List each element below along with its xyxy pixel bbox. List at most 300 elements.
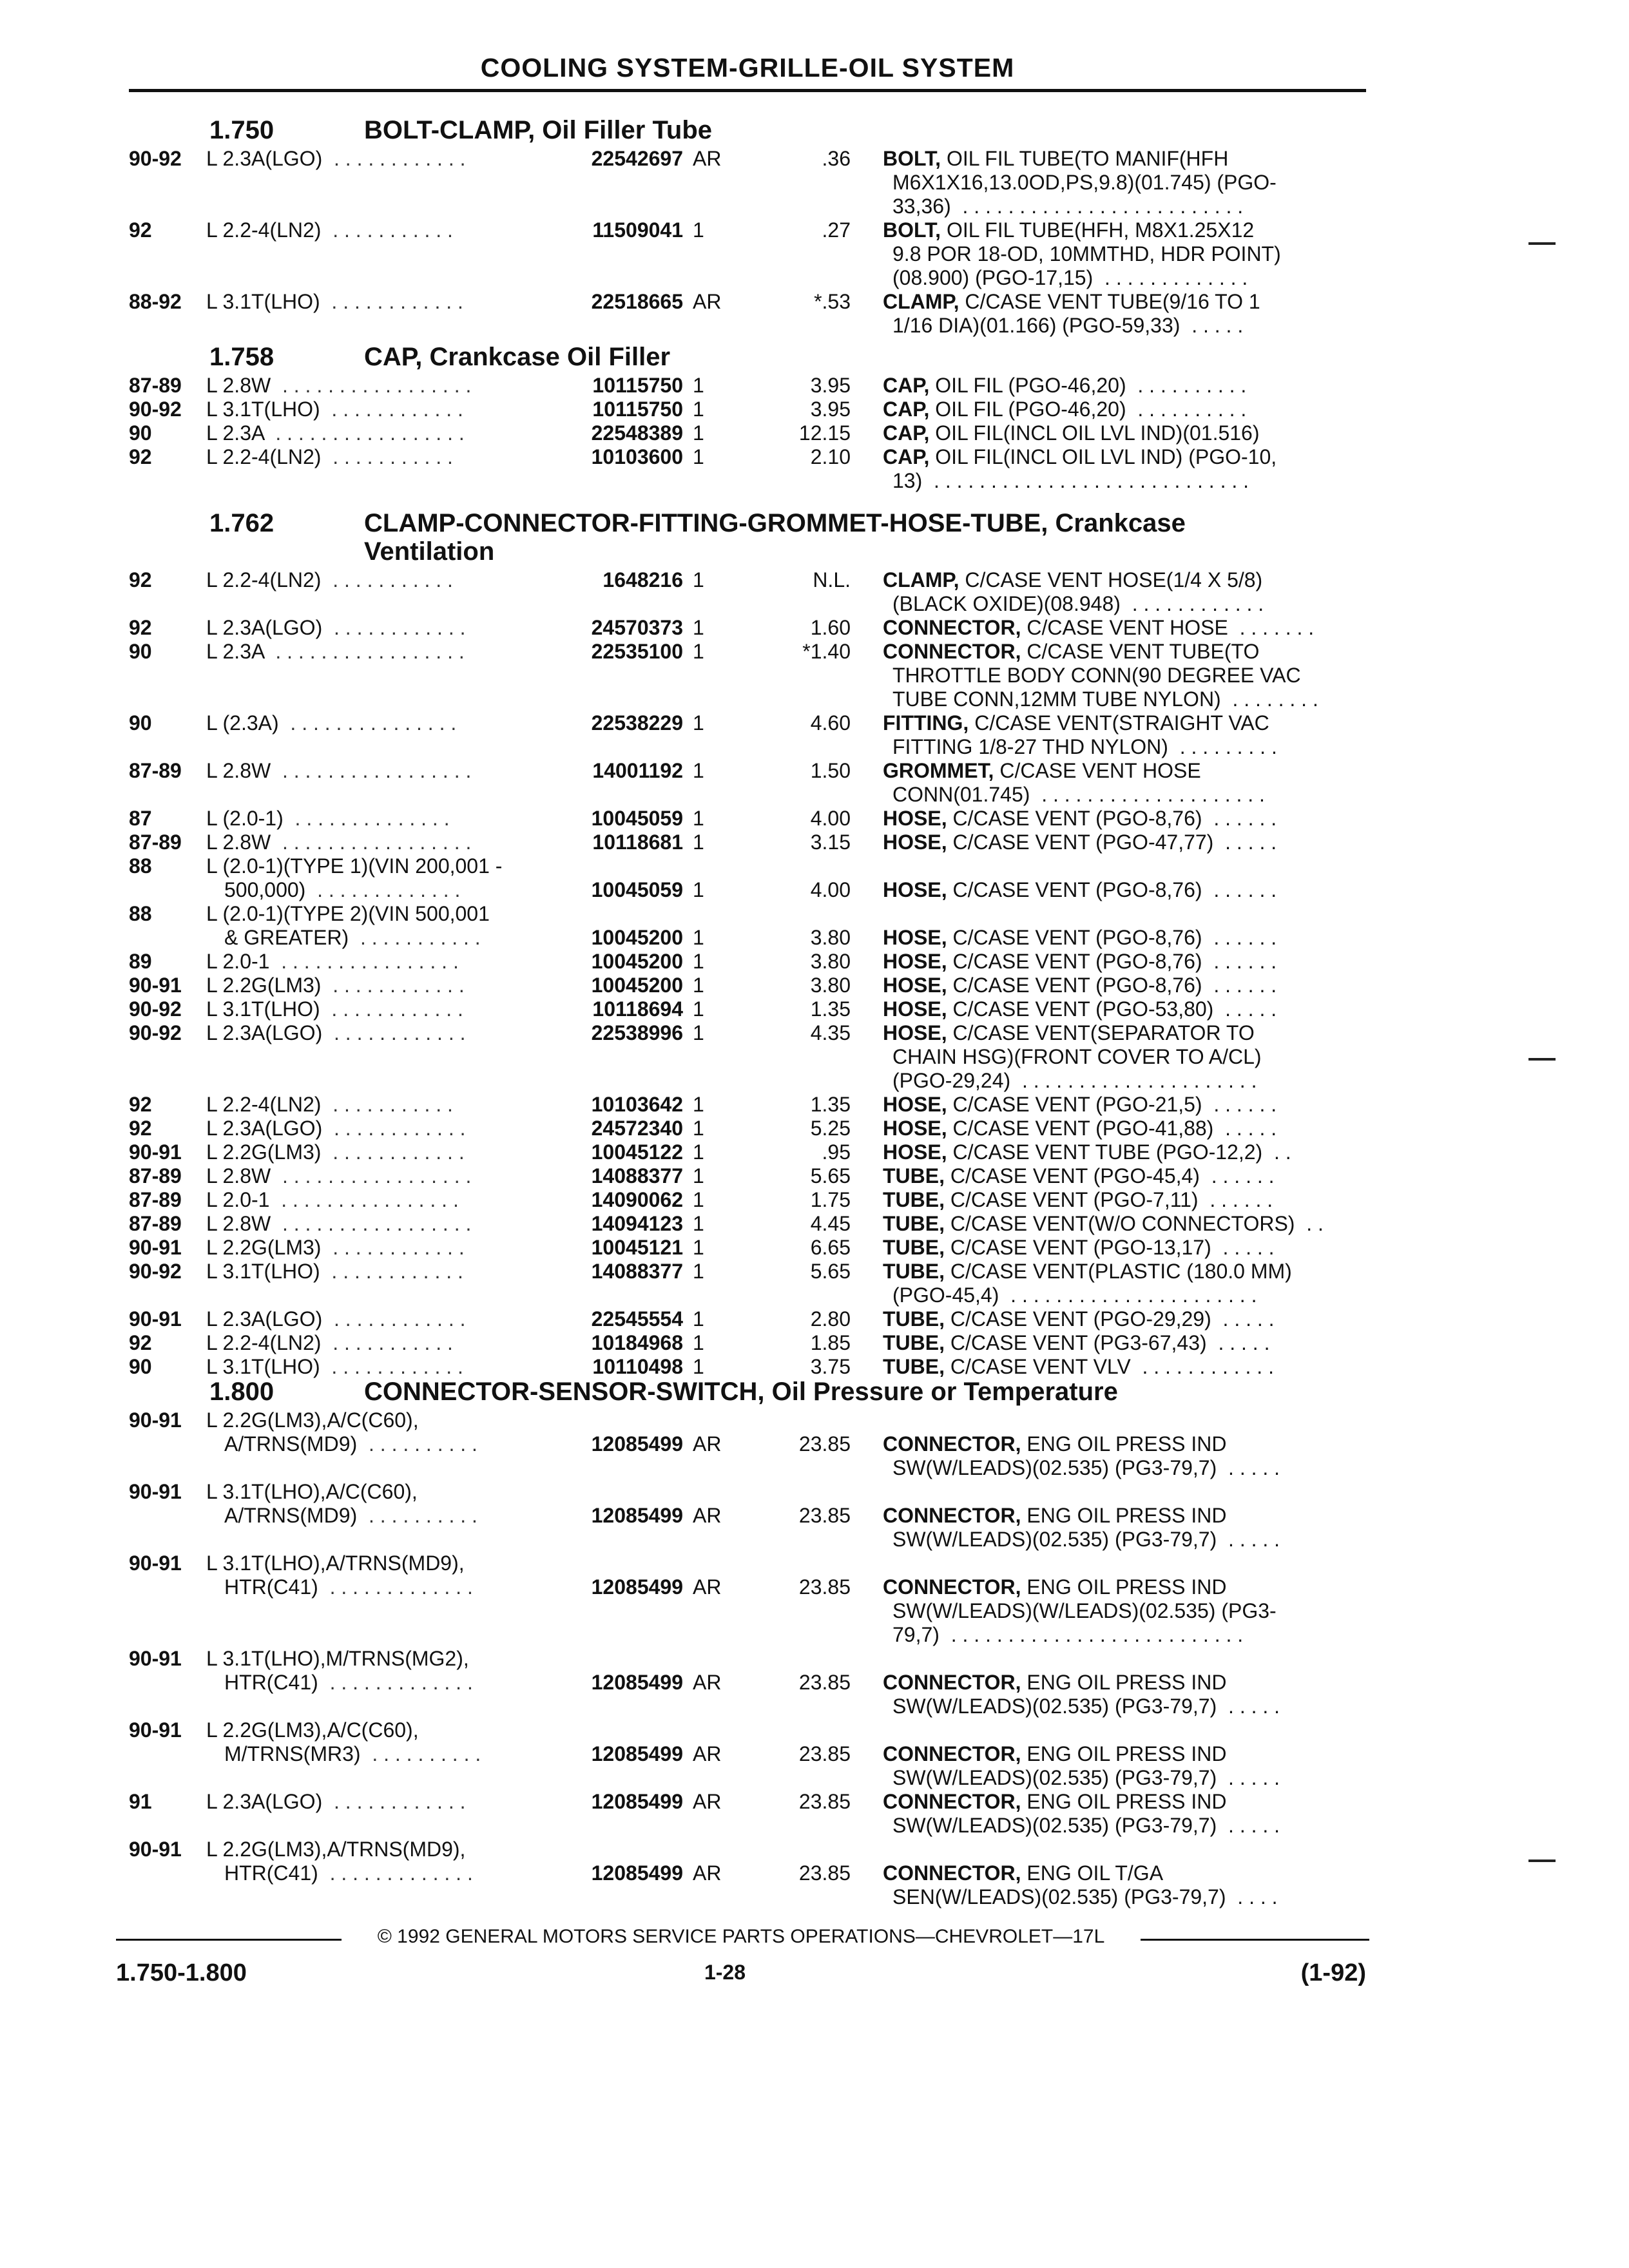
leader-dots: . . . . . bbox=[1213, 997, 1277, 1021]
part-description bbox=[883, 974, 1350, 997]
part-name: CAP, bbox=[883, 421, 930, 445]
description-line bbox=[883, 1140, 1350, 1164]
description-line bbox=[883, 711, 1350, 735]
section-number: 1.800 bbox=[209, 1378, 275, 1406]
quantity: 1 bbox=[693, 759, 704, 782]
part-number: 10045059 bbox=[591, 878, 683, 901]
part-detail: ENG OIL PRESS IND bbox=[1021, 1575, 1227, 1599]
part-number: 12085499 bbox=[591, 1575, 683, 1599]
leader-dots: . . . . . . . . . . . . . . bbox=[283, 807, 450, 830]
description-line bbox=[883, 1790, 1350, 1814]
part-row bbox=[0, 1117, 1629, 1140]
part-row bbox=[0, 1647, 1629, 1718]
price: N.L. bbox=[813, 568, 851, 591]
part-description bbox=[883, 1504, 1350, 1552]
part-row bbox=[0, 218, 1629, 290]
application bbox=[206, 974, 554, 997]
price: 4.00 bbox=[810, 807, 851, 830]
leader-dots: . . . . . . . . . . . . bbox=[322, 1790, 466, 1813]
application-line: HTR(C41) bbox=[224, 1861, 318, 1885]
quantity: 1 bbox=[693, 807, 704, 830]
leader-dots: . . . . . . . . . . . . . . . . . . . . . . bbox=[999, 1283, 1257, 1307]
part-name: HOSE, bbox=[883, 831, 947, 854]
part-name: TUBE, bbox=[883, 1212, 945, 1235]
part-description bbox=[883, 950, 1350, 974]
price: 23.85 bbox=[798, 1861, 851, 1885]
leader-dots: . . . . . . . . . . . bbox=[321, 218, 453, 242]
description-line bbox=[883, 1885, 1350, 1909]
application bbox=[206, 759, 554, 783]
part-name: FITTING, bbox=[883, 711, 969, 735]
description-line bbox=[883, 218, 1350, 242]
model-years: 92 bbox=[129, 445, 152, 468]
part-description bbox=[883, 640, 1350, 711]
quantity: 1 bbox=[693, 1164, 704, 1187]
part-name: GROMMET, bbox=[883, 759, 994, 782]
model-years: 87-89 bbox=[129, 1164, 182, 1187]
leader-dots: . . . . . . . . . . . . . . . . . bbox=[264, 640, 465, 663]
application-line: L (2.3A) bbox=[206, 711, 279, 735]
part-name: CONNECTOR, bbox=[883, 1790, 1021, 1813]
leader-dots: . . . . . . . . . . . . bbox=[321, 974, 465, 997]
description-line bbox=[883, 1742, 1350, 1766]
leader-dots: . . . . . bbox=[1217, 1695, 1280, 1718]
model-years: 88 bbox=[129, 902, 152, 925]
application-line: L 2.0-1 bbox=[206, 1188, 270, 1211]
model-years: 90-91 bbox=[129, 1552, 182, 1575]
quantity: 1 bbox=[693, 831, 704, 854]
application bbox=[206, 616, 554, 640]
model-years: 92 bbox=[129, 568, 152, 591]
part-name: BOLT, bbox=[883, 218, 941, 242]
application-line: 500,000) bbox=[224, 878, 306, 901]
part-name: TUBE, bbox=[883, 1236, 945, 1259]
part-row bbox=[0, 1718, 1629, 1789]
part-name: CONNECTOR, bbox=[883, 616, 1021, 639]
price: 1.85 bbox=[810, 1331, 851, 1354]
quantity: 1 bbox=[693, 1021, 704, 1044]
part-detail: OIL FIL(INCL OIL LVL IND) (PGO-10, bbox=[929, 445, 1277, 468]
part-description bbox=[883, 1861, 1350, 1909]
part-number: 10103600 bbox=[591, 445, 683, 468]
price: 4.35 bbox=[810, 1021, 851, 1044]
part-detail: OIL FIL (PGO-46,20) bbox=[929, 398, 1126, 421]
leader-dots: . . . . . . . . . . bbox=[357, 1504, 477, 1527]
part-row bbox=[0, 1164, 1629, 1188]
part-number: 10045200 bbox=[591, 926, 683, 949]
part-detail: C/CASE VENT (PGO-13,17) bbox=[945, 1236, 1211, 1259]
application-line: L 3.1T(LHO),A/TRNS(MD9), bbox=[206, 1552, 465, 1575]
part-description bbox=[883, 616, 1350, 640]
leader-dots: . . . . . . . . . . . . bbox=[322, 1307, 466, 1331]
leader-dots: . . . . . . . . . . . . . . . . . . . . . . . . . bbox=[950, 195, 1244, 218]
description-line bbox=[883, 1307, 1350, 1331]
leader-dots: . . . . . bbox=[1180, 314, 1244, 337]
description-line bbox=[883, 314, 1350, 338]
part-detail: ENG OIL T/GA bbox=[1021, 1861, 1164, 1885]
application-line: L 2.8W bbox=[206, 374, 271, 397]
model-years: 90 bbox=[129, 640, 152, 663]
part-detail: C/CASE VENT(PLASTIC (180.0 MM) bbox=[945, 1260, 1292, 1283]
part-name: HOSE, bbox=[883, 1117, 947, 1140]
part-row bbox=[0, 421, 1629, 445]
quantity: 1 bbox=[693, 1140, 704, 1164]
part-row bbox=[0, 997, 1629, 1021]
leader-dots: . . . . . . bbox=[1202, 1093, 1277, 1116]
leader-dots: . . . . . . bbox=[1202, 974, 1277, 997]
leader-dots: . . . . . . . . . . . . . . . . . bbox=[271, 374, 472, 397]
price: 4.00 bbox=[810, 878, 851, 901]
model-years: 90-91 bbox=[129, 974, 182, 997]
quantity: 1 bbox=[693, 398, 704, 421]
part-row bbox=[0, 568, 1629, 616]
leader-dots: . . . . . . . . . . . . . bbox=[318, 1575, 473, 1599]
part-name: HOSE, bbox=[883, 974, 947, 997]
leader-dots: . . . . . . . . . . . . bbox=[322, 616, 466, 639]
section-title-line: Ventilation bbox=[364, 537, 495, 566]
application bbox=[206, 1021, 554, 1045]
part-number: 22538996 bbox=[591, 1021, 683, 1044]
part-row bbox=[0, 616, 1629, 640]
leader-dots: . . . . . bbox=[1211, 1236, 1275, 1259]
part-detail: C/CASE VENT HOSE bbox=[994, 759, 1201, 782]
description-line bbox=[883, 1212, 1350, 1236]
application-line: L 3.1T(LHO),M/TRNS(MG2), bbox=[206, 1647, 469, 1670]
price: 1.60 bbox=[810, 616, 851, 639]
part-row bbox=[0, 1355, 1629, 1379]
margin-mark bbox=[1528, 1058, 1556, 1061]
quantity: 1 bbox=[693, 1307, 704, 1331]
part-detail: C/CASE VENT (PGO-8,76) bbox=[947, 878, 1202, 901]
application-line: L (2.0-1)(TYPE 2)(VIN 500,001 bbox=[206, 902, 490, 925]
part-detail: CONN(01.745) bbox=[892, 783, 1030, 806]
quantity: 1 bbox=[693, 421, 704, 445]
application bbox=[206, 1790, 554, 1814]
quantity: 1 bbox=[693, 1236, 704, 1259]
part-number: 10045121 bbox=[591, 1236, 683, 1259]
quantity: AR bbox=[693, 1504, 722, 1527]
part-row bbox=[0, 1260, 1629, 1307]
part-detail: ENG OIL PRESS IND bbox=[1021, 1671, 1227, 1694]
part-detail: C/CASE VENT HOSE(1/4 X 5/8) bbox=[959, 568, 1263, 591]
leader-dots: . . . . . . . . . . . . bbox=[322, 1117, 466, 1140]
leader-dots: . . . . . . . . . . . . bbox=[320, 1355, 463, 1378]
part-detail: C/CASE VENT (PG3-67,43) bbox=[945, 1331, 1207, 1354]
model-years: 87-89 bbox=[129, 1212, 182, 1235]
price: .95 bbox=[822, 1140, 851, 1164]
leader-dots: . . . . . . . . . . . . . bbox=[1093, 266, 1248, 289]
price: 23.85 bbox=[798, 1742, 851, 1765]
leader-dots: . . . . . . bbox=[1202, 878, 1277, 901]
section-title-line: CLAMP-CONNECTOR-FITTING-GROMMET-HOSE-TUBE, Crankcase bbox=[364, 509, 1186, 537]
leader-dots: . . . . . . . . . . . . . . . . . bbox=[271, 759, 472, 782]
leader-dots: . . . . . . . bbox=[1228, 616, 1315, 639]
part-description bbox=[883, 1212, 1350, 1236]
description-line bbox=[883, 1283, 1350, 1307]
part-detail: C/CASE VENT (PGO-47,77) bbox=[947, 831, 1214, 854]
part-description bbox=[883, 711, 1350, 759]
price: 3.75 bbox=[810, 1355, 851, 1378]
application-line: L 2.8W bbox=[206, 1164, 271, 1187]
quantity: AR bbox=[693, 1742, 722, 1765]
description-line bbox=[883, 445, 1350, 469]
quantity: 1 bbox=[693, 374, 704, 397]
leader-dots: . . . . . . . . . . . . . . . bbox=[278, 711, 457, 735]
application-line: L 2.2G(LM3),A/TRNS(MD9), bbox=[206, 1838, 466, 1861]
price: 1.75 bbox=[810, 1188, 851, 1211]
price: 3.95 bbox=[810, 398, 851, 421]
model-years: 90-92 bbox=[129, 398, 182, 421]
section-title bbox=[364, 1378, 1369, 1406]
leader-dots: . . . . . . . . . . . . bbox=[1120, 592, 1264, 615]
description-line bbox=[883, 1861, 1350, 1885]
part-number: 10118694 bbox=[592, 997, 683, 1021]
application bbox=[206, 1331, 554, 1355]
quantity: 1 bbox=[693, 974, 704, 997]
part-detail: SW(W/LEADS)(02.535) (PG3-79,7) bbox=[892, 1766, 1217, 1789]
application-line: L 2.3A(LGO) bbox=[206, 1117, 323, 1140]
application-line: L 2.3A(LGO) bbox=[206, 616, 323, 639]
model-years: 90-91 bbox=[129, 1647, 182, 1670]
leader-dots: . . . . . . . . . . . bbox=[321, 568, 453, 591]
part-detail: 79,7) bbox=[892, 1623, 940, 1646]
price: 5.65 bbox=[810, 1260, 851, 1283]
description-line bbox=[883, 290, 1350, 314]
model-years: 90-92 bbox=[129, 1021, 182, 1044]
application bbox=[206, 1117, 554, 1140]
application bbox=[206, 1307, 554, 1331]
part-detail: ENG OIL PRESS IND bbox=[1021, 1790, 1227, 1813]
model-years: 92 bbox=[129, 616, 152, 639]
application-line: L 2.3A(LGO) bbox=[206, 1307, 323, 1331]
part-detail: ENG OIL PRESS IND bbox=[1021, 1504, 1227, 1527]
description-line bbox=[883, 878, 1350, 902]
footer-rule-left bbox=[116, 1939, 342, 1941]
part-description bbox=[883, 374, 1350, 398]
application bbox=[206, 711, 554, 735]
part-detail: (BLACK OXIDE)(08.948) bbox=[892, 592, 1121, 615]
part-description bbox=[883, 759, 1350, 807]
part-row bbox=[0, 711, 1629, 759]
quantity: 1 bbox=[693, 218, 704, 242]
part-number: 10115750 bbox=[592, 398, 683, 421]
description-line bbox=[883, 1432, 1350, 1456]
quantity: 1 bbox=[693, 1355, 704, 1378]
part-name: HOSE, bbox=[883, 807, 947, 830]
part-detail: OIL FIL(INCL OIL LVL IND)(01.516) bbox=[929, 421, 1260, 445]
section-number: 1.750 bbox=[209, 116, 275, 144]
application-line: L 2.3A(LGO) bbox=[206, 147, 323, 170]
part-name: CAP, bbox=[883, 398, 930, 421]
description-line bbox=[883, 1695, 1350, 1718]
price: 3.80 bbox=[810, 926, 851, 949]
section-range: 1.750-1.800 bbox=[116, 1959, 247, 1986]
part-number: 10118681 bbox=[592, 831, 683, 854]
leader-dots: . . . . . . . . . . . . bbox=[320, 1260, 463, 1283]
part-detail: C/CASE VENT VLV bbox=[945, 1355, 1131, 1378]
part-name: HOSE, bbox=[883, 950, 947, 973]
leader-dots: . . . . . . . . . . . . bbox=[1130, 1355, 1274, 1378]
application-line: M/TRNS(MR3) bbox=[224, 1742, 361, 1765]
part-description bbox=[883, 1117, 1350, 1140]
model-years: 92 bbox=[129, 218, 152, 242]
quantity: 1 bbox=[693, 926, 704, 949]
part-row bbox=[0, 1408, 1629, 1479]
application bbox=[206, 1188, 554, 1212]
part-row bbox=[0, 950, 1629, 974]
application bbox=[206, 1260, 554, 1283]
part-name: TUBE, bbox=[883, 1355, 945, 1378]
price: 23.85 bbox=[798, 1575, 851, 1599]
description-line bbox=[883, 171, 1350, 195]
part-description bbox=[883, 1093, 1350, 1117]
part-description bbox=[883, 1307, 1350, 1331]
leader-dots: . . . . . . bbox=[1199, 1164, 1275, 1187]
quantity: AR bbox=[693, 147, 722, 170]
leader-dots: . . . . . . . . . . . bbox=[349, 926, 481, 949]
part-detail: 9.8 POR 18-OD, 10MMTHD, HDR POINT) bbox=[892, 242, 1281, 265]
model-years: 90-92 bbox=[129, 997, 182, 1021]
application-line: A/TRNS(MD9) bbox=[224, 1504, 358, 1527]
page-number: 1-28 bbox=[704, 1961, 746, 1984]
part-row bbox=[0, 290, 1629, 338]
description-line bbox=[883, 807, 1350, 831]
part-name: HOSE, bbox=[883, 997, 947, 1021]
quantity: 1 bbox=[693, 1093, 704, 1116]
part-row bbox=[0, 640, 1629, 711]
part-detail: C/CASE VENT (PGO-29,29) bbox=[945, 1307, 1211, 1331]
application-line: L 3.1T(LHO) bbox=[206, 290, 320, 313]
part-detail: FITTING 1/8-27 THD NYLON) bbox=[892, 735, 1168, 758]
leader-dots: . . . . . . . . . . . bbox=[321, 445, 453, 468]
leader-dots: . . . . . . . . . . . . . . . . . bbox=[271, 1212, 472, 1235]
part-description bbox=[883, 1260, 1350, 1307]
part-detail: ENG OIL PRESS IND bbox=[1021, 1432, 1227, 1456]
application-line: L 3.1T(LHO) bbox=[206, 1260, 320, 1283]
part-detail: THROTTLE BODY CONN(90 DEGREE VAC bbox=[892, 664, 1301, 687]
application-line: L 2.2G(LM3) bbox=[206, 1140, 322, 1164]
model-years: 90-92 bbox=[129, 1260, 182, 1283]
part-row bbox=[0, 854, 1629, 902]
application bbox=[206, 1552, 554, 1599]
part-name: HOSE, bbox=[883, 878, 947, 901]
part-description bbox=[883, 290, 1350, 338]
part-detail: SW(W/LEADS)(02.535) (PG3-79,7) bbox=[892, 1456, 1217, 1479]
part-name: CONNECTOR, bbox=[883, 640, 1021, 663]
description-line bbox=[883, 640, 1350, 664]
leader-dots: . . . . . . . . . . . . bbox=[320, 997, 463, 1021]
model-years: 87-89 bbox=[129, 759, 182, 782]
description-line bbox=[883, 1093, 1350, 1117]
part-row bbox=[0, 374, 1629, 398]
part-detail: ENG OIL PRESS IND bbox=[1021, 1742, 1227, 1765]
part-row bbox=[0, 1093, 1629, 1117]
model-years: 88 bbox=[129, 854, 152, 878]
part-detail: 33,36) bbox=[892, 195, 951, 218]
application bbox=[206, 421, 554, 445]
description-line bbox=[883, 1766, 1350, 1790]
application bbox=[206, 1838, 554, 1885]
section-title-line: BOLT-CLAMP, Oil Filler Tube bbox=[364, 116, 713, 144]
part-number: 14088377 bbox=[591, 1260, 683, 1283]
application-line: L 2.2-4(LN2) bbox=[206, 445, 322, 468]
description-line bbox=[883, 1814, 1350, 1838]
description-line bbox=[883, 759, 1350, 783]
part-name: HOSE, bbox=[883, 1021, 947, 1044]
application bbox=[206, 398, 554, 421]
part-detail: C/CASE VENT (PGO-41,88) bbox=[947, 1117, 1214, 1140]
application bbox=[206, 950, 554, 974]
description-line bbox=[883, 664, 1350, 687]
section-title-line: CONNECTOR-SENSOR-SWITCH, Oil Pressure or Temperature bbox=[364, 1378, 1118, 1406]
part-number: 22548389 bbox=[591, 421, 683, 445]
application bbox=[206, 1236, 554, 1260]
part-detail: CHAIN HSG)(FRONT COVER TO A/CL) bbox=[892, 1045, 1262, 1068]
section-title bbox=[364, 509, 1369, 566]
part-name: TUBE, bbox=[883, 1260, 945, 1283]
part-name: CONNECTOR, bbox=[883, 1671, 1021, 1694]
part-name: CLAMP, bbox=[883, 568, 959, 591]
part-name: CONNECTOR, bbox=[883, 1575, 1021, 1599]
description-line bbox=[883, 1021, 1350, 1045]
part-number: 14094123 bbox=[591, 1212, 683, 1235]
description-line bbox=[883, 950, 1350, 974]
price: 3.15 bbox=[810, 831, 851, 854]
application-line: L 3.1T(LHO) bbox=[206, 1355, 320, 1378]
part-number: 24570373 bbox=[591, 616, 683, 639]
part-description bbox=[883, 1671, 1350, 1718]
part-number: 14090062 bbox=[591, 1188, 683, 1211]
application bbox=[206, 1647, 554, 1695]
model-years: 92 bbox=[129, 1331, 152, 1354]
description-line bbox=[883, 735, 1350, 759]
part-detail: 13) bbox=[892, 469, 923, 492]
part-name: CAP, bbox=[883, 374, 930, 397]
application-line: L 2.2-4(LN2) bbox=[206, 218, 322, 242]
part-description bbox=[883, 1188, 1350, 1212]
part-detail: M6X1X16,13.0OD,PS,9.8)(01.745) (PGO- bbox=[892, 171, 1277, 194]
model-years: 87-89 bbox=[129, 374, 182, 397]
part-row bbox=[0, 398, 1629, 421]
description-line bbox=[883, 1671, 1350, 1695]
application bbox=[206, 1140, 554, 1164]
part-detail: C/CASE VENT (PGO-8,76) bbox=[947, 950, 1202, 973]
application-line: L 2.8W bbox=[206, 1212, 271, 1235]
price: 3.95 bbox=[810, 374, 851, 397]
application-line: L (2.0-1)(TYPE 1)(VIN 200,001 - bbox=[206, 854, 503, 878]
model-years: 90-91 bbox=[129, 1236, 182, 1259]
price: 23.85 bbox=[798, 1790, 851, 1813]
leader-dots: . . . . . . bbox=[1202, 950, 1277, 973]
page-title: COOLING SYSTEM-GRILLE-OIL SYSTEM bbox=[480, 53, 1015, 82]
part-row bbox=[0, 445, 1629, 493]
part-detail: C/CASE VENT TUBE(TO bbox=[1021, 640, 1260, 663]
part-row bbox=[0, 1212, 1629, 1236]
part-detail: C/CASE VENT (PGO-53,80) bbox=[947, 997, 1214, 1021]
part-detail: OIL FIL TUBE(TO MANIF(HFH bbox=[941, 147, 1229, 170]
part-detail: C/CASE VENT (PGO-8,76) bbox=[947, 807, 1202, 830]
part-number: 14088377 bbox=[591, 1164, 683, 1187]
price: 2.10 bbox=[810, 445, 851, 468]
part-name: HOSE, bbox=[883, 926, 947, 949]
application bbox=[206, 1212, 554, 1236]
leader-dots: . . . . . . . . . . bbox=[360, 1742, 481, 1765]
model-years: 90-91 bbox=[129, 1480, 182, 1503]
part-row bbox=[0, 1236, 1629, 1260]
description-line bbox=[883, 997, 1350, 1021]
application bbox=[206, 640, 554, 664]
application-line: L 2.2-4(LN2) bbox=[206, 1331, 322, 1354]
